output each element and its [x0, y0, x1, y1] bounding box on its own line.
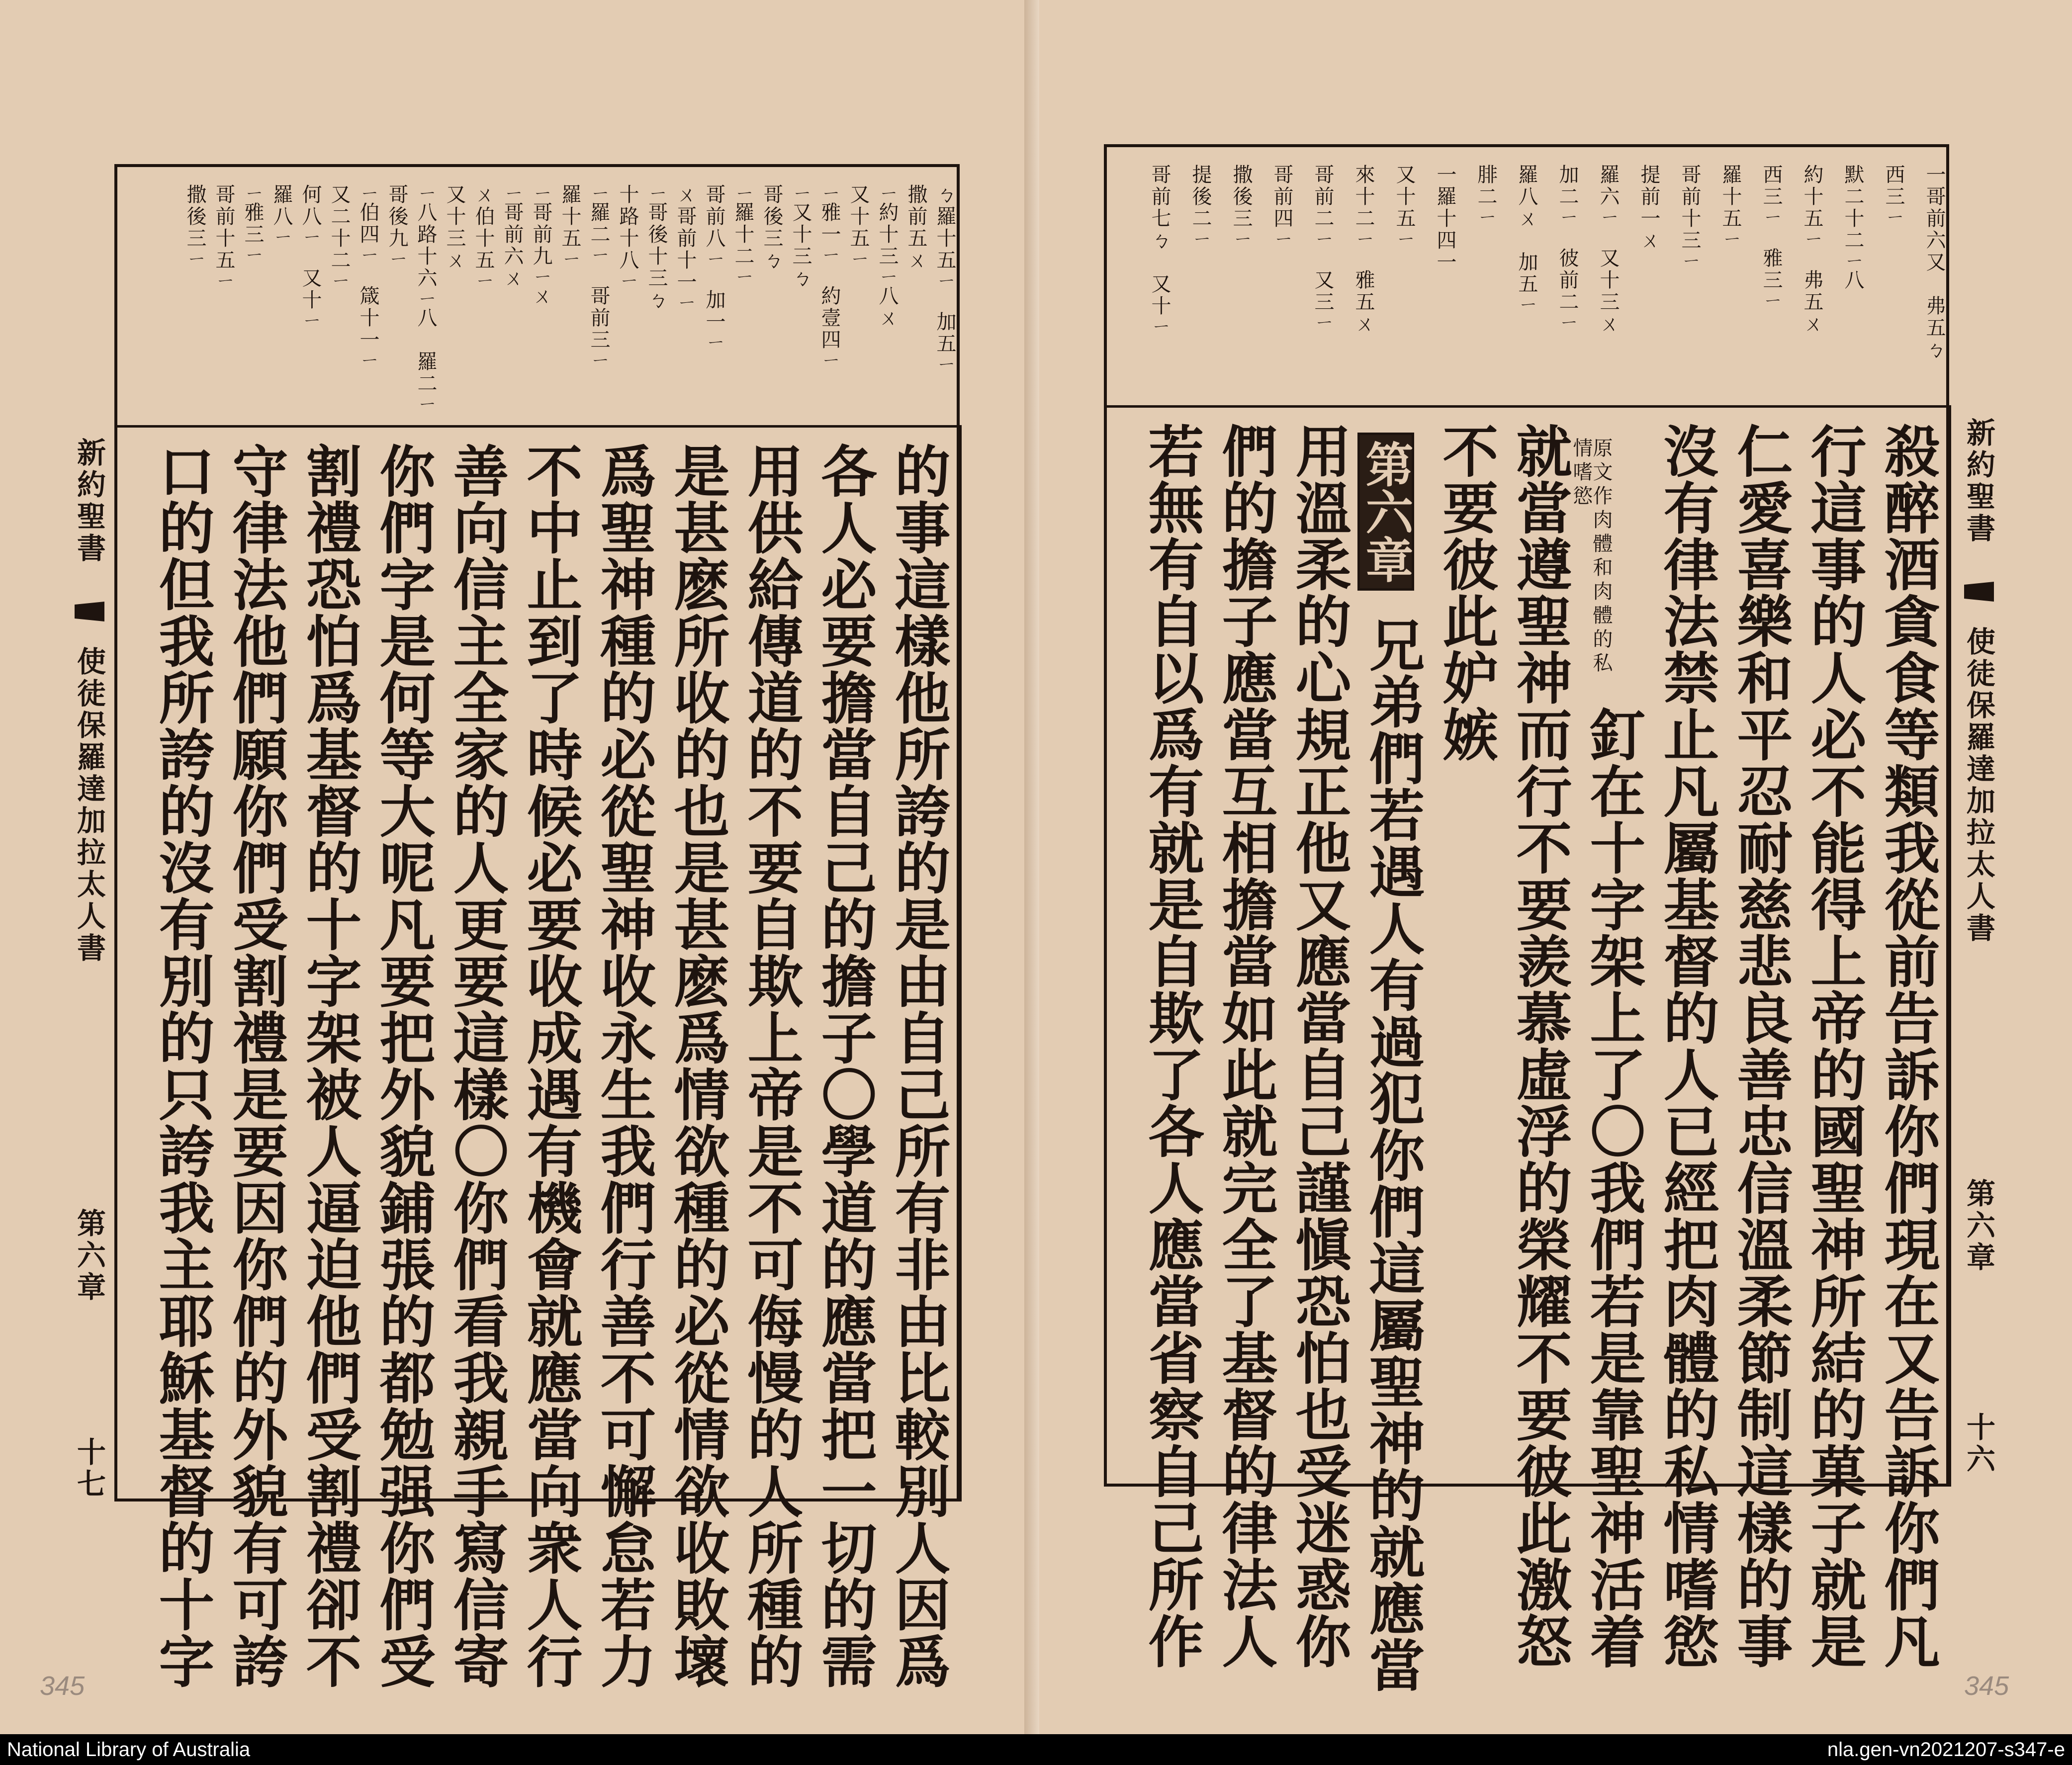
- reference-line: 羅六ㄧ 又十三ㄨ: [1597, 164, 1620, 335]
- reference-line: 一哥前六又 弗五ㄅ: [1923, 164, 1946, 361]
- reference-line: 又十三ㄨ: [443, 184, 466, 271]
- reference-line: 加二ㄧ 彼前二ㄧ: [1556, 164, 1579, 331]
- footer-identifier: nla.gen-vn2021207-s347-e: [1827, 1739, 2065, 1761]
- reference-line: 哥前四ㄧ: [1270, 164, 1293, 248]
- reference-line: ㄧ伯四ㄧ 箴十一ㄧ: [357, 184, 379, 369]
- text-column: 的事這樣他所誇的是由自己所有非由比較別人因爲: [886, 442, 951, 1689]
- reference-line: 又十五ㄧ: [847, 184, 870, 267]
- left-pencil-mark: 345: [40, 1671, 85, 1701]
- right-page: [1039, 0, 2072, 1734]
- text-column: 口的但我所誇的沒有別的只誇我主耶穌基督的十字: [150, 442, 215, 1689]
- reference-line: ㄧ雅一ㄧ 約壹四ㄧ: [818, 184, 841, 369]
- reference-line: ㄧ哥前九ㄧㄨ: [530, 184, 552, 307]
- left-margin-divider: [960, 425, 962, 1501]
- text-column: 是甚麽所收的也是甚麽爲情欲種的必從情欲收敗壞: [665, 442, 730, 1689]
- text-column: 沒有律法禁止凡屬基督的人已經把肉體的私情嗜慾: [1654, 423, 1719, 1670]
- right-margin-divider: [1949, 405, 1951, 1487]
- reference-line: 哥前七ㄅ 又十ㄧ: [1148, 164, 1171, 335]
- left-header-ornament: [75, 602, 104, 621]
- text-column: 行這事的人必不能得上帝的國聖神所結的菓子就是: [1802, 423, 1867, 1670]
- reference-line: ㄧ雅三ㄧ: [241, 184, 264, 264]
- reference-line: 提後二ㄧ: [1189, 164, 1212, 248]
- reference-line: 約十五ㄧ 弗五ㄨ: [1801, 164, 1823, 335]
- reference-line: 默二十二ㄧ八: [1841, 164, 1864, 291]
- text-column: 殺醉酒貪食等類我從前告訴你們現在又告訴你們凡: [1875, 423, 1940, 1670]
- reference-line: 提前一ㄨ: [1637, 164, 1660, 252]
- text-column: 你們字是何等大呢凡要把外貌鋪張的都勉强你們受: [370, 442, 436, 1689]
- reference-line: 哥前十三ㄧ: [1678, 164, 1701, 269]
- reference-line: 何八ㄧ 又十ㄧ: [299, 184, 322, 329]
- text-column: 用溫柔的心規正他又應當自己謹愼恐怕也受迷惑你: [1286, 423, 1351, 1670]
- right-translation-note: 原文作肉體和肉體的私情嗜慾: [1570, 438, 1613, 676]
- left-header-book: 使徒保羅達加拉太人書: [72, 646, 106, 965]
- text-column: 仁愛喜樂和平忍耐慈悲良善忠信溫柔節制這樣的事: [1728, 423, 1793, 1670]
- right-header-book: 使徒保羅達加拉太人書: [1962, 626, 1995, 945]
- reference-line: 又二十二ㄧ: [328, 184, 351, 289]
- reference-line: 哥前十五ㄧ: [212, 184, 235, 289]
- reference-line: 哥後三ㄅ: [760, 184, 783, 271]
- right-header-page-number: 十六: [1962, 1412, 1995, 1476]
- right-ref-divider: [1104, 405, 1949, 408]
- text-column: 釘在十字架上了〇我們若是靠聖神活着: [1581, 706, 1646, 1670]
- text-column: 用供給傳道的不要自欺上帝是不可侮慢的人所種的: [738, 442, 804, 1689]
- reference-line: 哥前二ㄧ 又三ㄧ: [1311, 164, 1334, 331]
- reference-line: ㄨ哥前十一ㄧ: [674, 184, 697, 311]
- text-column: 們的擔子應當互相擔當如此就完全了基督的律法人: [1213, 423, 1278, 1670]
- right-header-title: 新約聖書: [1962, 418, 1995, 545]
- reference-line: ㄧ八路十六ㄧ八 羅二ㄧ: [414, 184, 437, 413]
- text-column: 守律法他們願你們受割禮是要因你們的外貌有可誇: [223, 442, 288, 1689]
- reference-line: ㄧ哥前六ㄨ: [501, 184, 524, 289]
- reference-line: ㄅ羅十五ㄧ 加五ㄧ: [933, 184, 956, 373]
- text-column: 爲聖神種的必從聖神收永生我們行善不可懈怠若力: [591, 442, 656, 1689]
- reference-line: 撒前五ㄨ: [904, 184, 927, 271]
- text-column: 不要彼此妒嫉: [1434, 423, 1499, 763]
- chapter-heading-box: 第六章: [1357, 433, 1414, 591]
- reference-line: 十路十八ㄧ: [616, 184, 639, 289]
- reference-line: 西三ㄧ: [1882, 164, 1905, 226]
- left-ref-divider: [114, 425, 960, 428]
- text-column: 兄弟們若遇人有過犯你們這屬聖神的就應當: [1360, 617, 1425, 1693]
- footer-bar: [0, 1734, 2072, 1765]
- reference-line: 撒後三ㄧ: [1230, 164, 1253, 248]
- reference-line: 哥後九ㄧ: [385, 184, 408, 267]
- left-header-chapter: 第六章: [72, 1208, 106, 1304]
- text-column: 不中止到了時候必要收成遇有機會就應當向衆人行: [518, 442, 583, 1689]
- reference-line: ㄧ哥後十三ㄅ: [645, 184, 668, 311]
- reference-line: ㄨ伯十五ㄧ: [472, 184, 495, 289]
- text-column: 割禮恐怕爲基督的十字架被人逼迫他們受割禮卻不: [297, 442, 362, 1689]
- left-header-page-number: 十七: [72, 1437, 106, 1500]
- text-column: 各人必要擔當自己的擔子〇學道的應當把一切的需: [812, 442, 877, 1689]
- reference-line: ㄧ羅二ㄧ 哥前三ㄧ: [587, 184, 610, 369]
- reference-line: 腓二ㄧ: [1474, 164, 1497, 226]
- reference-line: 一羅十四一: [1434, 164, 1456, 273]
- left-page: [0, 0, 1034, 1734]
- reference-line: 撒後三ㄧ: [183, 184, 206, 267]
- reference-line: 又十五ㄧ: [1393, 164, 1416, 248]
- text-column: 善向信主全家的人更要這樣〇你們看我親手寫信寄: [444, 442, 509, 1689]
- reference-line: 羅八ㄧ: [270, 184, 293, 246]
- reference-line: 羅八ㄨ 加五ㄧ: [1515, 164, 1538, 313]
- reference-line: 西三ㄧ 雅三ㄧ: [1760, 164, 1783, 309]
- reference-line: 哥前八ㄧ 加一ㄧ: [703, 184, 725, 351]
- right-header-chapter: 第六章: [1962, 1178, 1995, 1274]
- reference-line: 羅十五ㄧ: [558, 184, 581, 267]
- reference-line: ㄧ羅十二ㄧ: [731, 184, 754, 285]
- right-header-ornament: [1964, 582, 1994, 602]
- reference-line: ㄧ又十三ㄅ: [789, 184, 812, 289]
- reference-line: 來十二ㄧ 雅五ㄨ: [1352, 164, 1375, 335]
- text-column: 若無有自以爲有就是自欺了各人應當省察自己所作: [1139, 423, 1204, 1670]
- right-pencil-mark: 345: [1964, 1671, 2009, 1701]
- reference-line: 羅十五ㄧ: [1719, 164, 1742, 248]
- reference-line: ㄧ約十三ㄧ八ㄨ: [876, 184, 899, 329]
- left-header-title: 新約聖書: [72, 438, 106, 565]
- footer-library-name: National Library of Australia: [7, 1739, 251, 1761]
- text-column: 就當遵聖神而行不要羨慕虛浮的榮耀不要彼此激怒: [1507, 423, 1572, 1670]
